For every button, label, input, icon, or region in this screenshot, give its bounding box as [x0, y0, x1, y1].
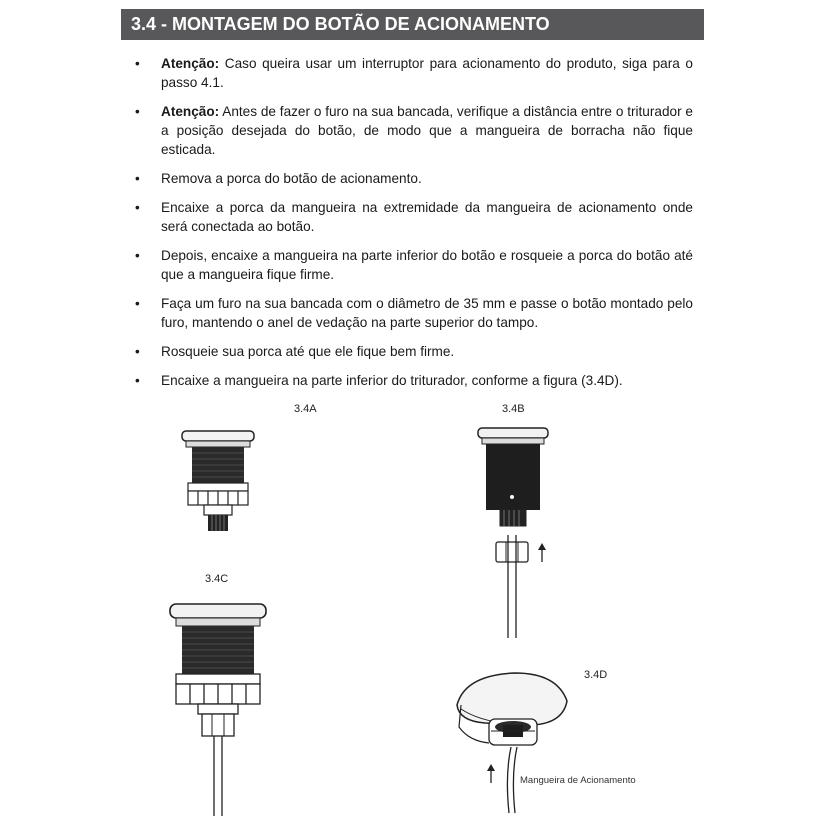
hose-caption: Mangueira de Acionamento: [520, 775, 636, 786]
mounted-button-illustration: [160, 598, 280, 820]
bullet-icon: •: [135, 171, 140, 186]
list-item: [121, 294, 693, 332]
step-text: Caso queira usar um interruptor para acionamento do produto, siga para o passo 4.1.: [161, 56, 693, 90]
list-item: [121, 169, 693, 188]
button-hose-illustration: [470, 420, 570, 645]
list-item: [121, 246, 693, 284]
step-text: Encaixe a mangueira na parte inferior do triturador, conforme a figura (3.4D).: [161, 373, 623, 388]
emphasis-label: Atenção:: [161, 104, 220, 119]
step-text: Remova a porca do botão de acionamento.: [161, 171, 422, 186]
emphasis-label: Atenção:: [161, 56, 220, 71]
list-item: [121, 371, 693, 390]
list-item: [121, 54, 693, 92]
step-text: Faça um furo na sua bancada com o diâmetro de 35 mm e passe o botão montado pelo furo, mantendo o anel de vedação na parte superior do tampo.: [161, 296, 693, 330]
bullet-icon: •: [135, 200, 140, 215]
disposer-illustration: [445, 665, 595, 825]
bullet-icon: •: [135, 296, 140, 311]
step-text: Encaixe a porca da mangueira na extremidade da mangueira de acionamento onde será conectada ao botão.: [161, 200, 693, 234]
bullet-icon: •: [135, 344, 140, 359]
figure-label-3-4a: 3.4A: [294, 403, 317, 415]
instruction-list: [121, 54, 693, 400]
section-title: 3.4 - MONTAGEM DO BOTÃO DE ACIONAMENTO: [121, 9, 704, 40]
step-text: Rosqueie sua porca até que ele fique bem firme.: [161, 344, 455, 359]
list-item: [121, 198, 693, 236]
list-item: [121, 102, 693, 159]
bullet-icon: •: [135, 248, 140, 263]
list-item: [121, 342, 693, 361]
step-text: Depois, encaixe a mangueira na parte inferior do botão e rosqueie a porca do botão até que a mangueira fique firme.: [161, 248, 693, 282]
bullet-icon: •: [135, 104, 140, 119]
bullet-icon: •: [135, 56, 140, 71]
figure-label-3-4d: 3.4D: [584, 669, 608, 681]
figure-label-3-4c: 3.4C: [205, 573, 229, 585]
figure-label-3-4b: 3.4B: [502, 403, 525, 415]
button-assembly-illustration: [170, 425, 270, 540]
bullet-icon: •: [135, 373, 140, 388]
step-text: Antes de fazer o furo na sua bancada, verifique a distância entre o triturador e a posição desejada do botão, de modo que a mangueira de borracha não fique esticada.: [161, 104, 693, 157]
